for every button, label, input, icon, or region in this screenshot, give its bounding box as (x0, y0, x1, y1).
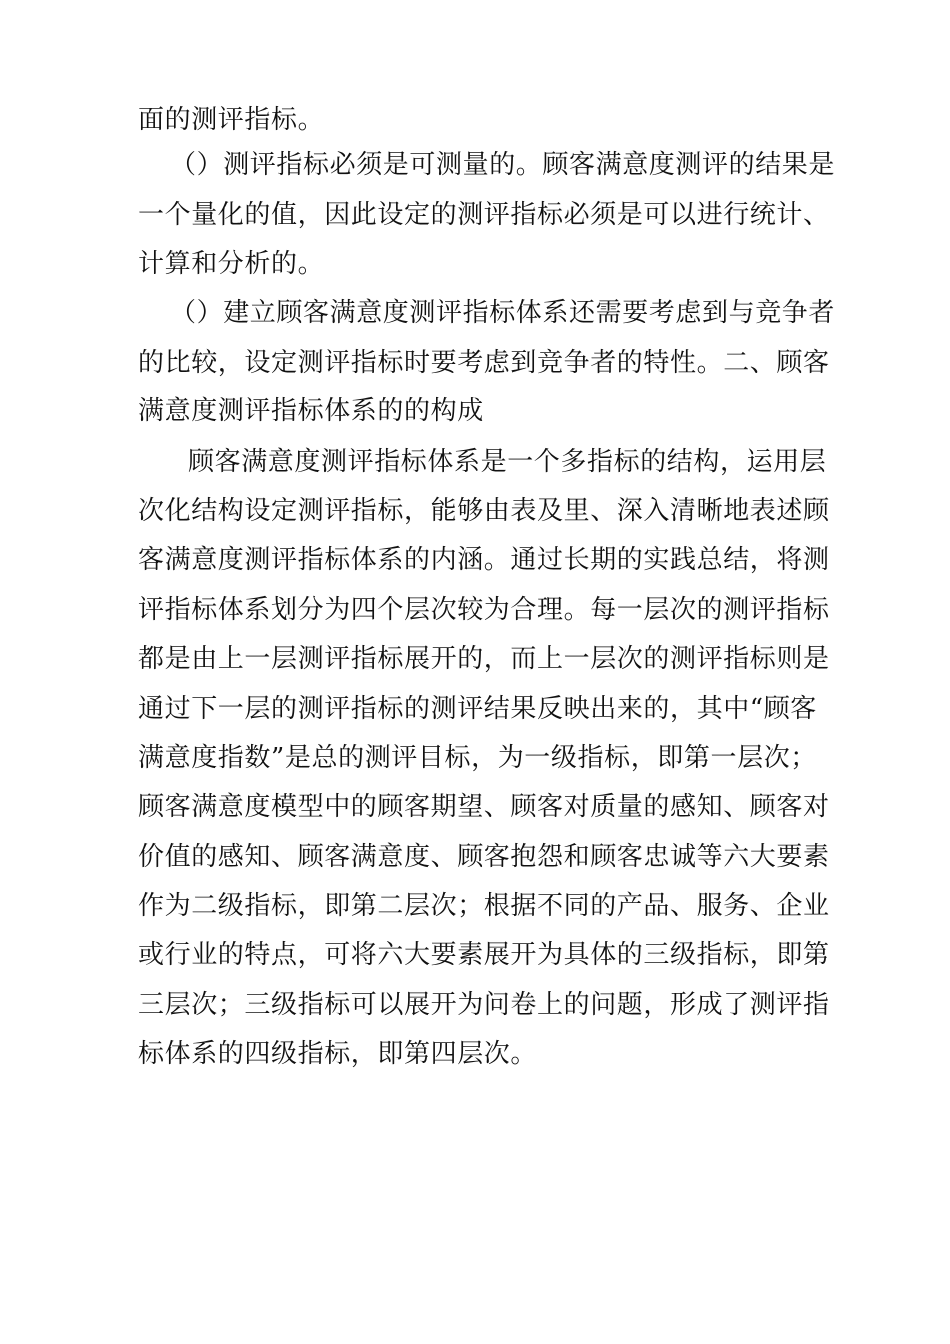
text-line: 标体系的四级指标，即第四层次。 (138, 1039, 538, 1069)
text-line: 通过下一层的测评指标的测评结果反映出来的，其中“顾客 (138, 694, 817, 724)
text-line: 客满意度测评指标体系的内涵。通过长期的实践总结，将测 (138, 545, 830, 575)
text-line: 价值的感知、顾客满意度、顾客抱怨和顾客忠诚等六大要素 (138, 842, 830, 872)
text-line: 一个量化的值，因此设定的测评指标必须是可以进行统计、 (138, 200, 830, 230)
text-line: 次化结构设定测评指标，能够由表及里、深入清晰地表述顾 (138, 496, 830, 526)
text-line: 作为二级指标，即第二层次；根据不同的产品、服务、企业 (138, 891, 830, 921)
text-line: 满意度测评指标体系的的构成 (138, 396, 484, 426)
text-line: （）建立顾客满意度测评指标体系还需要考虑到与竞争者 (170, 298, 836, 328)
text-line: 顾客满意度测评指标体系是一个多指标的结构，运用层 (188, 447, 827, 477)
text-line: 面的测评指标。 (138, 105, 325, 135)
text-line: 三层次；三级指标可以展开为问卷上的问题，形成了测评指 (138, 990, 830, 1020)
text-line: 计算和分析的。 (138, 249, 325, 279)
text-line: 或行业的特点，可将六大要素展开为具体的三级指标，即第 (138, 940, 830, 970)
text-line: 的比较，设定测评指标时要考虑到竞争者的特性。二、顾客 (138, 348, 830, 378)
text-line: 都是由上一层测评指标展开的，而上一层次的测评指标则是 (138, 644, 830, 674)
text-line: 评指标体系划分为四个层次较为合理。每一层次的测评指标 (138, 595, 830, 625)
text-line: （）测评指标必须是可测量的。顾客满意度测评的结果是 (170, 150, 836, 180)
text-line: 满意度指数”是总的测评目标，为一级指标，即第一层次； (138, 743, 817, 773)
text-line: 顾客满意度模型中的顾客期望、顾客对质量的感知、顾客对 (138, 792, 830, 822)
